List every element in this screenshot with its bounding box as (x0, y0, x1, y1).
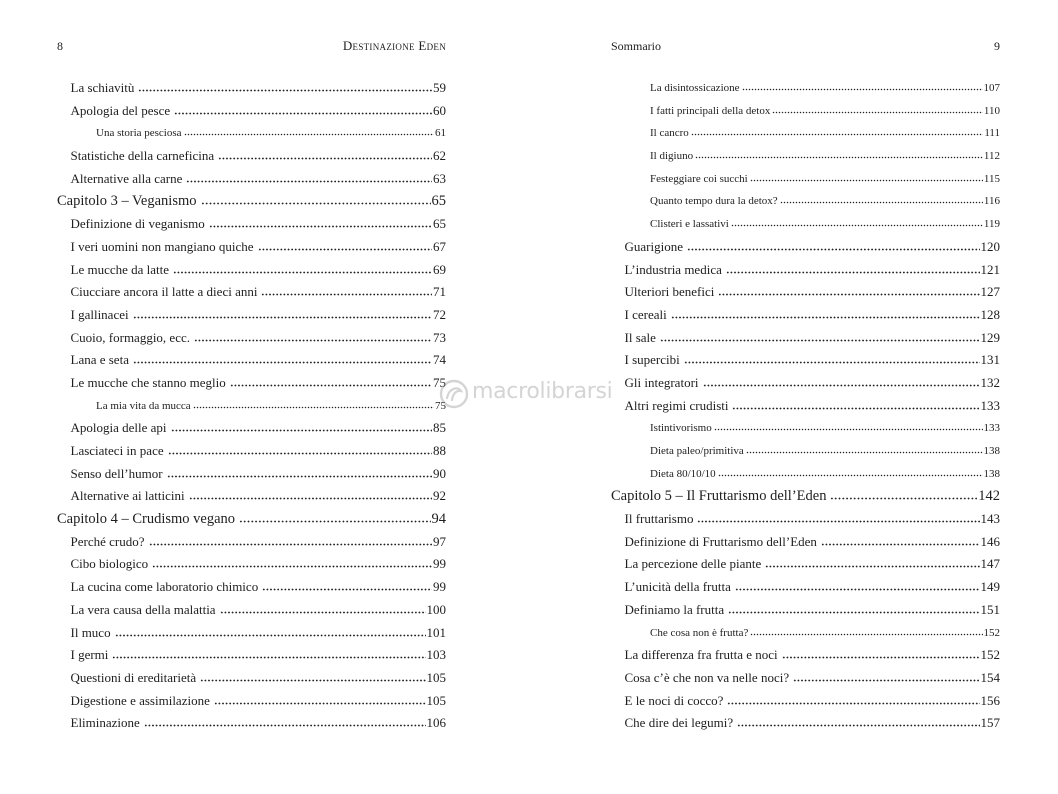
toc-entry-page-number: 127 (980, 284, 1000, 300)
toc-section-entry (57, 440, 446, 463)
dot-leader (830, 497, 977, 500)
dot-leader (220, 611, 426, 614)
toc-entry-title: Definiamo la frutta (624, 601, 725, 617)
toc-subsection-entry (611, 622, 1000, 645)
toc-entry-title: Cuoio, formaggio, ecc. (70, 329, 190, 345)
dot-leader (133, 316, 432, 319)
toc-entry-page-number: 133 (983, 422, 1000, 435)
toc-entry-title: Ulteriori benefici (624, 284, 715, 300)
page-number: 9 (994, 39, 1000, 53)
dot-leader (821, 543, 980, 546)
toc-entry-page-number: 138 (983, 445, 1000, 457)
toc-section-entry (57, 145, 446, 168)
toc-subsection-entry (611, 213, 1000, 236)
toc-entry-page-number: 67 (433, 238, 446, 254)
toc-entry-title: Definizione di veganismo (70, 216, 205, 232)
toc-section-entry (57, 463, 446, 486)
toc-entry-page-number: 85 (433, 420, 446, 436)
toc-subsection-entry (611, 417, 1000, 440)
dot-leader (750, 179, 983, 182)
dot-leader (750, 633, 982, 636)
toc-entry-page-number: 146 (980, 533, 1000, 549)
dot-leader (793, 679, 979, 682)
toc-entry-title: Lasciateci in pace (70, 443, 164, 458)
toc-entry-page-number: 65 (433, 216, 446, 232)
toc-entry-page-number: 72 (433, 306, 446, 322)
dot-leader (144, 724, 426, 727)
toc-entry-page-number: 101 (426, 624, 446, 640)
toc-section-entry (611, 553, 1000, 576)
toc-section-entry (57, 599, 446, 622)
toc-subsection-entry (611, 168, 1000, 191)
toc-entry-page-number: 94 (431, 511, 446, 528)
toc-entry-title: Capitolo 5 – Il Fruttarismo dell’Eden (611, 488, 827, 505)
dot-leader (168, 452, 432, 455)
toc-entry-page-number: 151 (980, 601, 1000, 617)
watermark-text: macrolibrarsi (472, 379, 613, 404)
toc-entry-page-number: 75 (433, 374, 446, 390)
toc-entry-title: Perché crudo? (70, 533, 145, 549)
toc-entry-page-number: 69 (433, 261, 446, 277)
dot-leader (218, 157, 432, 160)
toc-entry-title: Definizione di Fruttarismo dell’Eden (624, 533, 817, 549)
toc-section-entry (57, 372, 446, 395)
page-number: 8 (57, 39, 63, 53)
toc-entry-title: Festeggiare coi succhi (650, 172, 748, 185)
dot-leader (684, 361, 980, 364)
toc-section-entry (57, 100, 446, 123)
dot-leader (261, 293, 432, 296)
toc-entry-title: Il cancro (650, 127, 689, 140)
dot-leader (173, 271, 432, 274)
toc-subsection-entry (611, 100, 1000, 123)
toc-entry-page-number: 106 (426, 715, 446, 731)
toc-section-entry (611, 508, 1000, 531)
toc-section-entry (57, 259, 446, 282)
toc-entry-page-number: 99 (433, 579, 446, 595)
toc-entry-title: I gallinacei (70, 306, 129, 322)
toc-entry-title: La vera causa della malattia (70, 601, 216, 617)
dot-leader (171, 429, 432, 432)
toc-section-entry (611, 327, 1000, 350)
running-head: Sommario (611, 39, 661, 53)
toc-entry-title: Eliminazione (70, 715, 140, 731)
toc-entry-page-number: 157 (980, 715, 1000, 731)
toc-entry-title: E le noci di cocco? (624, 692, 724, 708)
dot-leader (718, 293, 979, 296)
toc-section-entry (57, 690, 446, 713)
dot-leader (687, 248, 980, 251)
dot-leader (718, 474, 983, 477)
toc-entry-title: La schiavitù (70, 80, 135, 95)
toc-subsection-entry (57, 395, 446, 418)
toc-section-entry (611, 712, 1000, 735)
dot-leader (209, 225, 432, 228)
dot-leader (201, 202, 431, 205)
left-page (57, 0, 446, 794)
dot-leader (186, 180, 432, 183)
toc-entry-title: L’unicità della frutta (624, 579, 731, 595)
toc-entry-title: Clisteri e lassativi (650, 218, 729, 231)
toc-entry-title: I veri uomini non mangiano quiche (70, 238, 254, 254)
dot-leader (174, 112, 432, 115)
toc-section-entry (57, 77, 446, 100)
dot-leader (262, 588, 432, 591)
toc-entry-page-number: 73 (433, 329, 446, 345)
toc-entry-page-number: 156 (980, 692, 1000, 708)
toc-entry-page-number: 59 (433, 80, 446, 95)
toc-entry-title: Questioni di ereditarietà (70, 669, 197, 685)
dot-leader (152, 565, 432, 568)
toc-chapter-entry (57, 508, 446, 531)
toc-entry-page-number: 105 (426, 692, 446, 708)
toc-subsection-entry (611, 122, 1000, 145)
dot-leader (239, 520, 430, 523)
dot-leader (703, 384, 980, 387)
toc-entry-page-number: 152 (980, 647, 1000, 663)
toc-entry-title: Alternative ai latticini (70, 488, 185, 504)
toc-entry-title: Guarigione (624, 238, 683, 254)
toc-entry-page-number: 88 (433, 443, 446, 458)
toc-section-entry (57, 531, 446, 554)
toc-entry-title: Che cosa non è frutta? (650, 626, 749, 639)
toc-entry-title: Ciucciare ancora il latte a dieci anni (70, 284, 258, 300)
toc-section-entry (57, 667, 446, 690)
dot-leader (133, 361, 432, 364)
toc-section-entry (57, 327, 446, 350)
dot-leader (737, 724, 979, 727)
toc-entry-title: Digestione e assimilazione (70, 692, 210, 708)
toc-entry-title: Il fruttarismo (624, 511, 694, 527)
toc-list (57, 77, 446, 735)
toc-section-entry (57, 622, 446, 645)
toc-entry-title: Istintivorismo (650, 422, 712, 435)
toc-entry-title: Altri regimi crudisti (624, 397, 729, 413)
toc-section-entry (611, 667, 1000, 690)
toc-entry-page-number: 107 (983, 82, 1000, 94)
dot-leader (782, 656, 980, 659)
toc-entry-page-number: 132 (980, 374, 1000, 390)
dot-leader (112, 656, 425, 659)
toc-entry-title: Statistiche della carneficina (70, 148, 215, 164)
toc-entry-title: Capitolo 4 – Crudismo vegano (57, 511, 236, 528)
toc-section-entry (57, 349, 446, 372)
toc-entry-page-number: 131 (980, 352, 1000, 368)
toc-entry-page-number: 105 (426, 669, 446, 685)
toc-entry-title: I fatti principali della detox (650, 104, 771, 117)
toc-section-entry (57, 281, 446, 304)
toc-section-entry (57, 712, 446, 735)
dot-leader (772, 111, 983, 114)
toc-entry-page-number: 116 (983, 195, 1000, 208)
dot-leader (149, 543, 433, 546)
toc-entry-page-number: 133 (980, 397, 1000, 413)
toc-entry-title: I germi (70, 647, 109, 663)
dot-leader (200, 679, 425, 682)
toc-entry-title: Una storia pesciosa (96, 127, 182, 140)
toc-section-entry (611, 372, 1000, 395)
toc-entry-page-number: 111 (984, 127, 1000, 140)
toc-entry-title: Gli integratori (624, 374, 699, 390)
toc-section-entry (57, 576, 446, 599)
toc-entry-page-number: 90 (433, 465, 446, 481)
toc-entry-page-number: 100 (426, 601, 446, 617)
toc-section-entry (611, 281, 1000, 304)
toc-entry-page-number: 65 (431, 193, 446, 210)
toc-entry-title: Lana e seta (70, 352, 129, 368)
toc-section-entry (57, 236, 446, 259)
toc-entry-title: La cucina come laboratorio chimico (70, 579, 259, 595)
dot-leader (780, 201, 983, 204)
toc-entry-page-number: 112 (983, 150, 1000, 163)
toc-entry-page-number: 71 (433, 284, 446, 300)
toc-entry-title: Cosa c’è che non va nelle noci? (624, 669, 790, 685)
toc-entry-page-number: 110 (983, 104, 1000, 117)
dot-leader (695, 156, 983, 159)
right-page-header (611, 38, 1000, 54)
dot-leader (214, 702, 426, 705)
toc-entry-title: Le mucche da latte (70, 261, 170, 277)
toc-chapter-entry (57, 190, 446, 213)
dot-leader (193, 406, 434, 409)
toc-section-entry (611, 259, 1000, 282)
toc-list (611, 77, 1000, 735)
right-page (611, 0, 1000, 794)
toc-subsection-entry (611, 190, 1000, 213)
toc-section-entry (611, 304, 1000, 327)
toc-subsection-entry (611, 463, 1000, 486)
toc-entry-page-number: 63 (433, 170, 446, 186)
toc-entry-title: L’industria medica (624, 261, 722, 277)
dot-leader (184, 133, 434, 136)
toc-entry-page-number: 154 (980, 669, 1000, 685)
dot-leader (728, 611, 979, 614)
toc-entry-page-number: 60 (433, 102, 446, 118)
toc-entry-title: I supercibi (624, 352, 680, 368)
toc-section-entry (57, 213, 446, 236)
dot-leader (258, 248, 432, 251)
dot-leader (697, 520, 979, 523)
toc-section-entry (57, 644, 446, 667)
toc-entry-page-number: 61 (435, 127, 446, 140)
toc-entry-page-number: 138 (983, 467, 1000, 480)
toc-entry-page-number: 128 (980, 306, 1000, 322)
toc-entry-page-number: 99 (433, 556, 446, 572)
toc-entry-page-number: 120 (980, 238, 1000, 254)
toc-entry-title: Cibo biologico (70, 556, 149, 572)
toc-entry-page-number: 143 (980, 511, 1000, 527)
toc-entry-title: Dieta paleo/primitiva (650, 445, 744, 457)
dot-leader (714, 428, 983, 431)
toc-entry-title: Capitolo 3 – Veganismo (57, 193, 197, 210)
toc-section-entry (611, 690, 1000, 713)
toc-entry-page-number: 129 (980, 329, 1000, 345)
dot-leader (732, 407, 979, 410)
dot-leader (671, 316, 980, 319)
toc-section-entry (611, 599, 1000, 622)
toc-section-entry (611, 576, 1000, 599)
dot-leader (731, 224, 983, 227)
toc-entry-title: Apologia del pesce (70, 102, 171, 118)
toc-entry-page-number: 121 (980, 261, 1000, 277)
dot-leader (691, 133, 984, 136)
toc-entry-page-number: 142 (978, 488, 1000, 505)
dot-leader (138, 89, 432, 92)
toc-section-entry (57, 485, 446, 508)
toc-entry-title: La percezione delle piante (624, 556, 762, 572)
toc-entry-page-number: 62 (433, 148, 446, 164)
dot-leader (746, 451, 983, 454)
toc-entry-title: Apologia delle api (70, 420, 167, 436)
toc-entry-title: Quanto tempo dura la detox? (650, 195, 778, 208)
dot-leader (167, 475, 432, 478)
toc-entry-page-number: 119 (983, 218, 1000, 231)
toc-section-entry (611, 395, 1000, 418)
dot-leader (735, 588, 980, 591)
toc-entry-title: La disintossicazione (650, 82, 740, 94)
toc-subsection-entry (611, 77, 1000, 100)
watermark (438, 376, 613, 416)
toc-entry-title: Dieta 80/10/10 (650, 467, 716, 480)
toc-entry-title: Le mucche che stanno meglio (70, 374, 226, 390)
toc-entry-title: I cereali (624, 306, 667, 322)
dot-leader (726, 271, 980, 274)
toc-entry-title: Il digiuno (650, 150, 694, 163)
toc-entry-page-number: 92 (433, 488, 446, 504)
dot-leader (742, 88, 983, 91)
toc-entry-page-number: 149 (980, 579, 1000, 595)
toc-entry-page-number: 74 (433, 352, 446, 368)
dot-leader (660, 339, 980, 342)
toc-section-entry (57, 304, 446, 327)
toc-entry-title: Alternative alla carne (70, 170, 183, 186)
toc-entry-page-number: 103 (426, 647, 446, 663)
toc-entry-title: Il sale (624, 329, 656, 345)
dot-leader (194, 339, 432, 342)
toc-section-entry (611, 644, 1000, 667)
dot-leader (765, 565, 979, 568)
toc-section-entry (611, 531, 1000, 554)
toc-entry-page-number: 97 (433, 533, 446, 549)
toc-entry-title: Il muco (70, 624, 111, 640)
left-page-header (57, 38, 446, 54)
toc-section-entry (57, 168, 446, 191)
dot-leader (189, 497, 432, 500)
toc-entry-page-number: 115 (983, 172, 1000, 185)
toc-section-entry (57, 417, 446, 440)
toc-chapter-entry (611, 485, 1000, 508)
toc-section-entry (611, 236, 1000, 259)
dot-leader (115, 634, 426, 637)
toc-entry-title: Senso dell’humor (70, 465, 163, 481)
toc-entry-page-number: 152 (983, 626, 1000, 639)
running-head: Destinazione Eden (342, 38, 446, 53)
toc-entry-title: La mia vita da mucca (96, 399, 191, 412)
toc-section-entry (57, 553, 446, 576)
toc-subsection-entry (57, 122, 446, 145)
toc-section-entry (611, 349, 1000, 372)
dot-leader (727, 702, 979, 705)
toc-entry-title: La differenza fra frutta e noci (624, 647, 778, 663)
dot-leader (230, 384, 432, 387)
toc-entry-page-number: 75 (435, 399, 446, 412)
toc-entry-title: Che dire dei legumi? (624, 715, 734, 731)
toc-subsection-entry (611, 145, 1000, 168)
toc-entry-page-number: 147 (980, 556, 1000, 572)
toc-subsection-entry (611, 440, 1000, 463)
